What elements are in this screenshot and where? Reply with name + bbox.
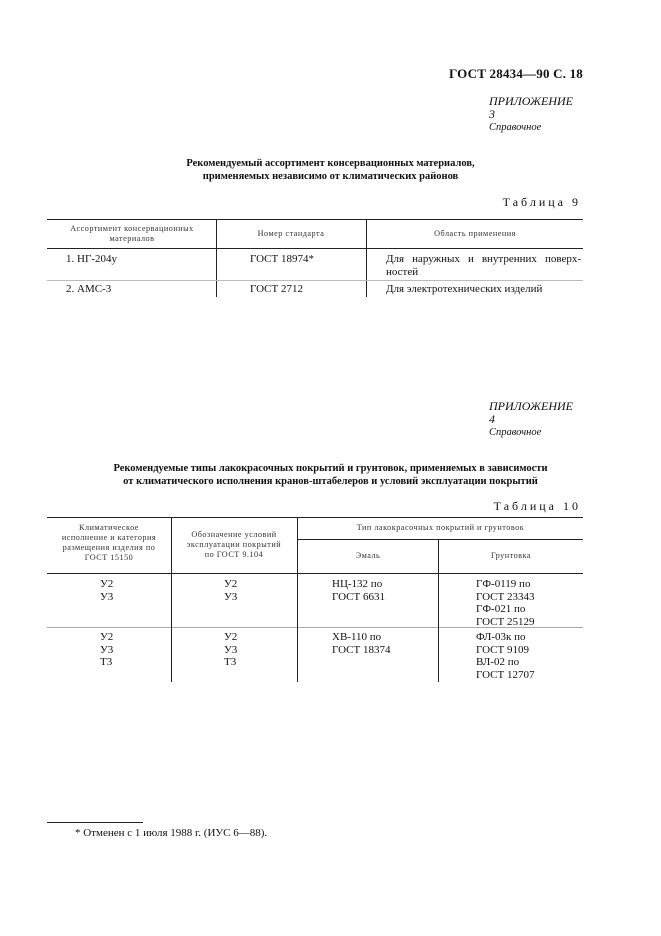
table-9-row-1-application-l2: ностей — [386, 265, 419, 278]
table-10-row-2-conditions-2: У3 — [224, 643, 238, 656]
table-9-row-1-application — [386, 253, 581, 278]
table-10-row-1-conditions-1: У2 — [224, 578, 238, 590]
table-10-row-2-enamel-2: ГОСТ 18374 — [332, 643, 391, 656]
table-10-row-1-primer-2: ГОСТ 23343 — [476, 590, 535, 603]
table-10-row-2-enamel-1: ХВ-110 по — [332, 631, 382, 643]
table-10-top-rule — [47, 517, 583, 518]
table-10-row-2-primer-1: ФЛ-03к по — [476, 631, 526, 643]
table-9-header-application: Область применения — [434, 229, 516, 238]
appendix-3-subtitle: Справочное — [489, 122, 542, 133]
table-10-divider-1 — [171, 517, 172, 682]
table-9-row-1-material: 1. НГ-204у — [66, 253, 117, 265]
table-10-row-2-conditions — [224, 631, 237, 669]
table-10-header-conditions-l2: эксплуатации покрытий — [186, 540, 282, 549]
footnote-rule — [47, 822, 143, 823]
table-9-row-separator — [47, 280, 583, 281]
table-10-row-1-primer-4: ГОСТ 25129 — [476, 615, 535, 628]
table-9-row-2-standard: ГОСТ 2712 — [250, 283, 303, 295]
table-10-row-2-primer-3: ВЛ-02 по — [476, 656, 520, 668]
table-10-row-2-enamel — [332, 631, 390, 656]
table-10-row-1-enamel — [332, 578, 385, 603]
table-9-header-standard: Номер стандарта — [257, 229, 325, 238]
table-9-row-1-standard: ГОСТ 18974* — [250, 253, 314, 265]
appendix-3-title: ПРИЛОЖЕНИЕ 3 — [489, 94, 573, 121]
table-10-row-2-climate — [100, 631, 113, 669]
table-9-divider-2 — [366, 219, 367, 297]
table-10-header-enamel: Эмаль — [355, 551, 381, 560]
table-10-row-2-conditions-3: Т3 — [224, 656, 237, 668]
table-10-row-2-primer-4: ГОСТ 12707 — [476, 668, 535, 681]
table-10-row-2-climate-1: У2 — [100, 631, 114, 643]
table-10-row-1-conditions — [224, 578, 237, 603]
table-9-label: Таблица 9 — [502, 195, 581, 209]
table-10-header-primer: Грунтовка — [490, 551, 532, 560]
table-10-row-1-primer-1: ГФ-0119 по — [476, 578, 531, 590]
table-10-header-group: Тип лакокрасочных покрытий и грунтовок — [356, 523, 525, 532]
appendix-3-label — [489, 95, 581, 134]
table-10-group-rule — [297, 539, 583, 540]
table-10-row-1-conditions-2: У3 — [224, 590, 238, 603]
table-10-row-2-conditions-1: У2 — [224, 631, 238, 643]
table-10-divider-3 — [438, 539, 439, 682]
table-10-header-conditions-l1: Обозначение условий — [191, 530, 277, 539]
appendix-4-label — [489, 400, 581, 439]
table-10-row-1-climate — [100, 578, 113, 603]
table-10-divider-2 — [297, 517, 298, 682]
table-9-header-rule — [47, 248, 583, 249]
table-10-header-conditions — [173, 530, 295, 560]
appendix-3-heading-line2: применяемых независимо от климатических районов — [202, 171, 459, 182]
appendix-4-subtitle: Справочное — [489, 427, 542, 438]
appendix-4-heading — [0, 462, 661, 488]
table-9-header-material — [50, 224, 214, 244]
table-10-row-1-enamel-2: ГОСТ 6631 — [332, 590, 385, 603]
table-10-row-2-climate-2: У3 — [100, 643, 114, 656]
footnote: * Отменен с 1 июля 1988 г. (ИУС 6—88). — [75, 827, 268, 839]
page-header: ГОСТ 28434—90 С. 18 — [449, 66, 583, 81]
table-9-row-1-application-l1: Для наружных и внутренних поверх- — [386, 253, 581, 265]
table-9-top-rule — [47, 219, 583, 220]
table-10-header-conditions-l3: по ГОСТ 9.104 — [204, 550, 264, 559]
table-10-row-1-climate-1: У2 — [100, 578, 114, 590]
table-10-header-climate-l2: исполнение и категория — [61, 533, 157, 542]
table-10-row-1-primer-3: ГФ-021 по — [476, 603, 526, 615]
table-10-header-climate-l3: размещения изделия по — [62, 543, 156, 552]
appendix-3-heading-line1: Рекомендуемый ассортимент консервационных материалов, — [186, 158, 475, 169]
table-10-label: Таблица 10 — [493, 499, 581, 513]
appendix-4-heading-line2: от климатического исполнения кранов-штабелеров и условий эксплуатации покрытий — [123, 476, 538, 487]
table-10-row-1-enamel-1: НЦ-132 по — [332, 578, 383, 590]
table-10-row-2-primer-2: ГОСТ 9109 — [476, 643, 529, 656]
appendix-4-heading-line1: Рекомендуемые типы лакокрасочных покрытий и грунтовок, применяемых в зависимости — [113, 463, 548, 474]
table-10-header-climate-l1: Климатическое — [79, 523, 139, 532]
table-9-row-2-material: 2. АМС-3 — [66, 283, 112, 295]
table-9-divider-1 — [216, 219, 217, 297]
table-10-header-rule — [47, 573, 583, 574]
table-9-row-2-application: Для электротехнических изделий — [386, 283, 543, 295]
table-9-header-material-l2: материалов — [109, 234, 155, 243]
appendix-3-heading — [0, 157, 661, 183]
appendix-4-title: ПРИЛОЖЕНИЕ 4 — [489, 399, 573, 426]
table-10-row-1-climate-2: У3 — [100, 590, 114, 603]
table-10-row-2-primer — [476, 631, 534, 681]
table-10-row-1-primer — [476, 578, 534, 628]
table-9-header-material-l1: Ассортимент консервационных — [70, 224, 194, 233]
table-10-row-2-climate-3: Т3 — [100, 656, 113, 668]
table-10-header-climate-l4: ГОСТ 15150 — [84, 553, 134, 562]
table-10-header-climate — [49, 523, 169, 563]
